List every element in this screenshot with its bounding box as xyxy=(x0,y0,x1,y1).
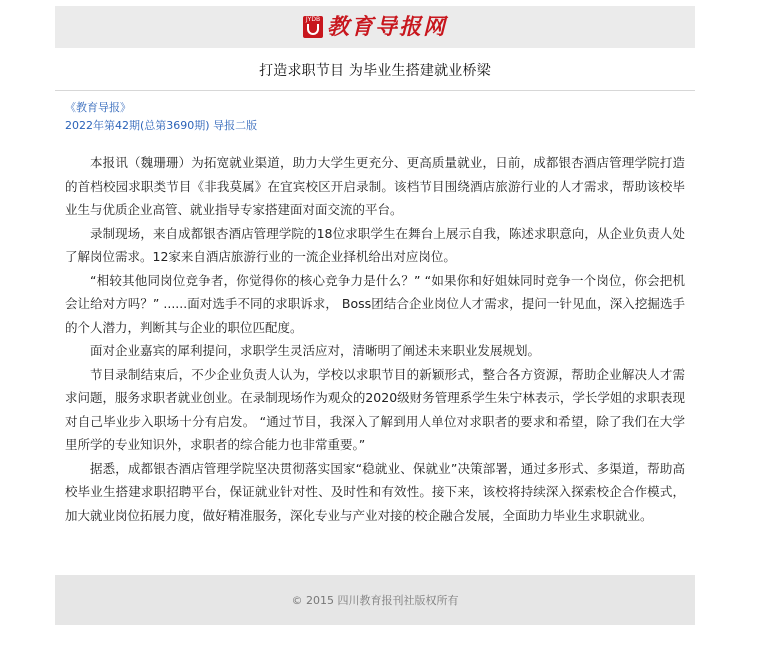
article-paragraph: 据悉，成都银杏酒店管理学院坚决贯彻落实国家“稳就业、保就业”决策部署，通过多形式、多渠道，帮助高校毕业生搭建求职招聘平台，保证就业针对性、及时性和有效性。接下来，该校将持续深入探索校企合作模式，加大就业岗位拓展力度，做好精准服务，深化专业与产业对接的校企融合发展，全面助力毕业生求职就业。 xyxy=(65,460,685,523)
logo-mark-text: JYDB xyxy=(305,16,321,23)
site-logo[interactable] xyxy=(303,16,447,38)
article-title: 打造求职节目 为毕业生搭建就业桥梁 xyxy=(259,63,491,79)
site-header xyxy=(55,6,695,48)
article-paragraph: 录制现场，来自成都银杏酒店管理学院的18位求职学生在舞台上展示自我，陈述求职意向，从企业负责人处了解岗位需求。12家来自酒店旅游行业的一流企业择机给出对应岗位。 xyxy=(65,225,685,264)
article-paragraph: 面对企业嘉宾的犀利提问，求职学生灵活应对，清晰明了阐述未来职业发展规划。 xyxy=(90,343,541,358)
article-issue: 2022年第42期(总第3690期) 导报二版 xyxy=(65,119,258,132)
site-footer xyxy=(55,575,695,625)
copyright-text: © 2015 四川教育报刊社版权所有 xyxy=(291,594,459,607)
article-source: 《教育导报》 xyxy=(65,101,131,114)
newspaper-logo-icon xyxy=(303,16,323,38)
logo-text: 教育导报网 xyxy=(326,14,447,40)
article-paragraph: “相较其他同岗位竞争者，你觉得你的核心竞争力是什么？” “如果你和好姐妹同时竞争一个岗位，你会把机会让给对方吗？” ......面对选手不同的求职诉求， Boss团结合企业岗位人才需求，提问一针见血，深入挖掘选手的个人潜力，判断其与企业的职位匹配度。 xyxy=(65,272,685,335)
article-body xyxy=(65,151,685,527)
article-paragraph: 本报讯（魏珊珊）为拓宽就业渠道，助力大学生更充分、更高质量就业，日前，成都银杏酒店管理学院打造的首档校园求职类节目《非我莫属》在宜宾校区开启录制。该档节目围绕酒店旅游行业的人才需求，帮助该校毕业生与优质企业高管、就业指导专家搭建面对面交流的平台。 xyxy=(65,155,685,217)
article-title-bar xyxy=(55,50,695,91)
article-paragraph: 节目录制结束后，不少企业负责人认为，学校以求职节目的新颖形式，整合各方资源，帮助企业解决人才需求问题，服务求职者就业创业。在录制现场作为观众的2020级财务管理系学生朱宁林表示，学长学姐的求职表现对自己毕业步入职场十分有启发。 “通过节目，我深入了解到用人单位对求职者的要求和希望，除了我们在大学里所学的专业知识外，求职者的综合能力也非常重要。” xyxy=(65,366,685,452)
article-meta xyxy=(65,99,257,135)
